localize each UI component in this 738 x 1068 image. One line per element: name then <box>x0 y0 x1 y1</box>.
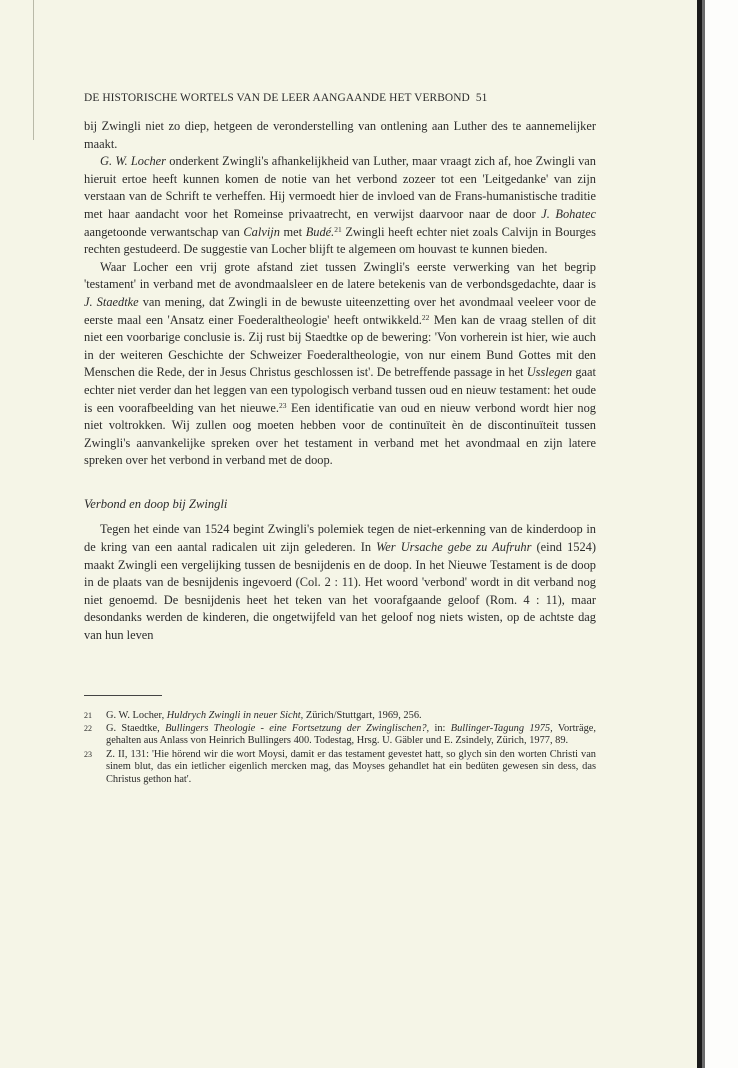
footnote-divider <box>84 695 162 696</box>
section-heading: Verbond en doop bij Zwingli <box>84 496 228 511</box>
footnotes <box>84 710 596 786</box>
running-head <box>84 92 596 104</box>
author-name: G. W. Locher <box>100 154 167 169</box>
footnote-23: 23 Z. II, 131: 'Hie hörend wir die wort Moysi, damit er das testament gevestet hatt, so glych sin den worten Christi van sinem blut, das ein ietlicher eigenlich mercken mag, das Moyses gehandlet hat ein bedüten gewesen sin dess, das Christus gethon hat'. <box>84 748 596 785</box>
paragraph-3: Waar Locher een vrij grote afstand ziet tussen Zwingli's eerste verwerking van het begrip 'testament' in verband met de avondmaalsleer en de latere betekenis van de verbondsgedachte, daar is J. Staedtke van mening, dat Zwingli in de bewuste uiteenzetting over het avondmaal veeleer voor de eerste maal een 'Ansatz einer Foederaltheologie' heeft ontwikkeld.$^{22}$ Men kan de vraag stellen of dit niet een voorbarige conclusie is. Zij rust bij Staedtke op de bewering: 'Von vorherein ist hier, wie auch in der weiteren Geschichte der Schweizer Foederaltheologie, von nur einem Bund Gottes mit den Menschen die Rede, der in Jesus Christus geschlossen ist'. De betreffende passage in het Usslegen gaat echter niet verder dan het leggen van een typologisch verband tussen oud en nieuw testament: het oude is een voorafbeelding van het nieuwe.$^{23}$ Een identificatie van oud en nieuw verbond wordt hier nog niet voltrokken. Wij zullen oog moeten hebben voor de continuïteit èn de discontinuïteit tussen Zwingli's aanvankelijke spreken over het testament in verband met het avondmaal en zijn latere spreken over het verbond in verband met de doop. <box>84 259 596 468</box>
paragraph-4: Tegen het einde van 1524 begint Zwingli's polemiek tegen de niet-erkenning van de kinderdoop in de kring van een aantal radicalen uit zijn gelederen. In Wer Ursache gebe zu Aufruhr (eind 1524) maakt Zwingli een vergelijking tussen de besnijdenis en de doop. In het Nieuwe Testament is de doop in de plaats van de besnijdenis ingevoerd (Col. 2 : 11). Het woord 'verbond' wordt in dit verband nog niet genoemd. De besnijdenis heet het teken van het voorafgaande geloof (Rom. 4 : 11), maar desondanks werden de kinderen, die ongetwijfeld van het geloof nog niets wisten, op de achtste dag van hun leven <box>84 522 596 643</box>
footnote-21: 21 G. W. Locher, Huldrych Zwingli in neuer Sicht, Zürich/Stuttgart, 1969, 256. <box>84 709 422 721</box>
footnote-ref-23[interactable]: 23 <box>279 400 287 410</box>
running-head-title: DE HISTORISCHE WORTELS VAN DE LEER AANGAANDE HET VERBOND <box>84 92 470 104</box>
body-text <box>84 118 596 645</box>
footnote-ref-22[interactable]: 22 <box>421 312 430 322</box>
paragraph-1: bij Zwingli niet zo diep, hetgeen de veronderstelling van ontlening aan Luther des te aannemelijker maakt. <box>84 119 596 151</box>
footnote-ref-21[interactable]: 21 <box>334 224 342 234</box>
scan-margin-line <box>33 0 34 140</box>
scan-binding-edge <box>697 0 705 1068</box>
page-content <box>84 92 596 787</box>
footnote-22: 22 G. Staedtke, Bullingers Theologie - eine Fortsetzung der Zwinglischen?, in: Bullinger-Tagung 1975, Vorträge, gehalten aus Anlass von Heinrich Bullingers 400. Todestag, Hrsg. U. Gäbler und E. Zsindely, Zürich, 1977, 89. <box>84 723 597 747</box>
paragraph-2: G. W. Locher onderkent Zwingli's afhankelijkheid van Luther, maar vraagt zich af, hoe Zwingli van hieruit ertoe heeft kunnen komen de notie van het verbond zozeer tot een 'Leitgedanke' van zijn verstaan van de Schrift te verheffen. Hij vermoedt hier de invloed van de Frans-humanistische traditie met haar aandacht voor het Romeinse privaatrecht, en verwijst daarvoor naar de door J. Bohatec aangetoonde verwantschap van Calvijn met Budé.$^{21}$ Zwingli heeft echter niet zoals Calvijn in Bourges rechten gestudeerd. De suggestie van Locher blijft te algemeen om houvast te kunnen bieden. <box>84 154 597 257</box>
page-number: 51 <box>475 92 488 104</box>
